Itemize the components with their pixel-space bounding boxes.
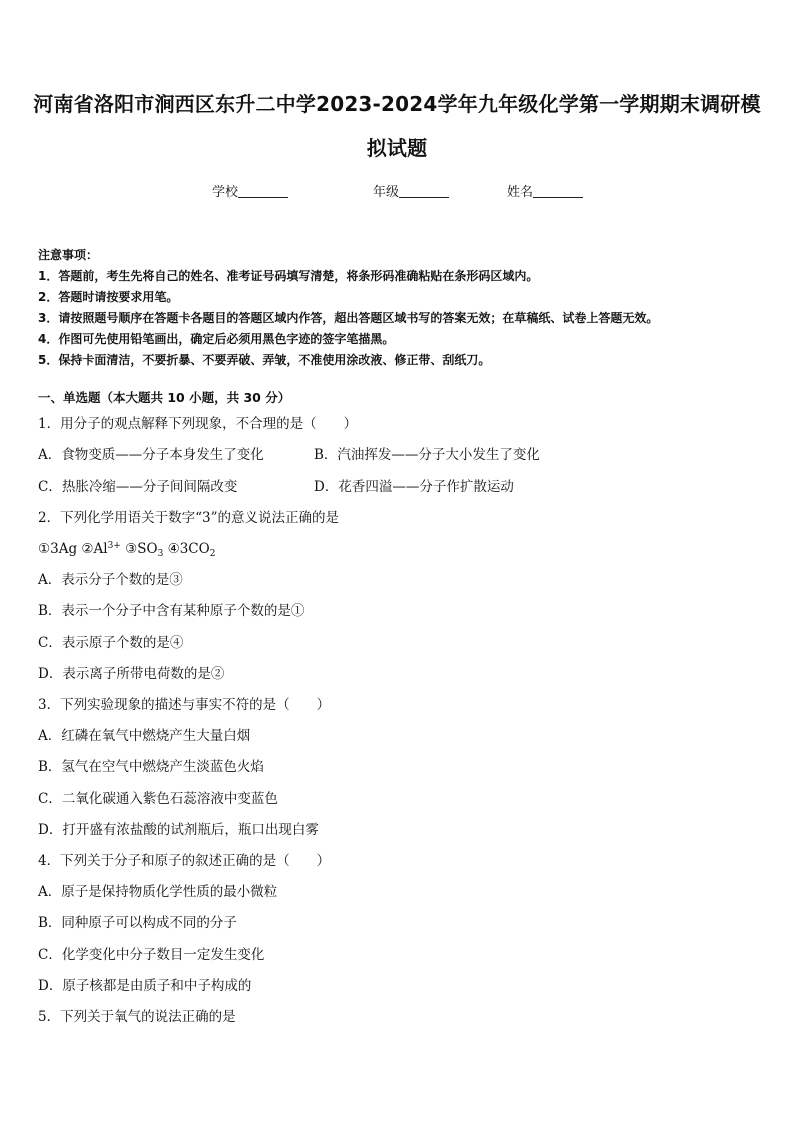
option-d[interactable]: D．打开盛有浓盐酸的试剂瓶后，瓶口出现白雾 xyxy=(38,822,319,838)
question-3-stem: 3．下列实验现象的描述与事实不符的是（ ） xyxy=(38,697,331,713)
option-c[interactable]: C．表示原子个数的是④ xyxy=(38,635,184,651)
formula-4: $④3CO_2$ xyxy=(167,541,216,559)
grade-label: 年级 xyxy=(373,185,400,200)
question-2-formulas xyxy=(38,539,215,559)
question-1-stem: 1．用分子的观点解释下列现象，不合理的是（ ） xyxy=(38,416,358,432)
question-1-options-row-2 xyxy=(38,477,514,497)
school-label: 学校 xyxy=(212,185,239,200)
option-d[interactable]: D．原子核都是由质子和中子构成的 xyxy=(38,978,252,994)
option-b[interactable]: B．表示一个分子中含有某种原子个数的是① xyxy=(38,603,305,619)
section-heading: 一、单选题（本大题共 10 小题，共 30 分） xyxy=(38,390,291,405)
option-b[interactable]: B．同种原子可以构成不同的分子 xyxy=(38,915,237,931)
formula-3: $③SO_3$ xyxy=(125,541,164,559)
school-field[interactable] xyxy=(212,181,288,200)
notice-item: 5．保持卡面清洁，不要折暴、不要弄破、弄皱，不准使用涂改液、修正带、刮纸刀。 xyxy=(38,353,491,367)
question-5-stem: 5．下列关于氧气的说法正确的是 xyxy=(38,1009,236,1025)
notice-item: 4．作图可先使用铅笔画出，确定后必须用黑色字迹的签字笔描黑。 xyxy=(38,332,395,346)
school-blank[interactable] xyxy=(238,183,288,198)
option-c[interactable]: C．化学变化中分子数目一定发生变化 xyxy=(38,947,265,963)
option-a[interactable]: A．原子是保持物质化学性质的最小微粒 xyxy=(38,884,278,900)
question-4-stem: 4．下列关于分子和原子的叙述正确的是（ ） xyxy=(38,853,331,869)
name-field[interactable] xyxy=(507,181,583,200)
option-c[interactable]: C．二氧化碳通入紫色石蕊溶液中变蓝色 xyxy=(38,791,278,807)
formula-2: $②Al^{3+}$ xyxy=(81,541,121,557)
option-d[interactable]: D．表示离子所带电荷数的是② xyxy=(38,666,225,682)
grade-blank[interactable] xyxy=(399,183,449,198)
question-1-options-row-1 xyxy=(38,445,540,465)
option-a[interactable]: A．红磷在氧气中燃烧产生大量白烟 xyxy=(38,728,251,744)
notice-item: 1．答题前，考生先将自己的姓名、准考证号码填写清楚，将条形码准确粘贴在条形码区域内。 xyxy=(38,269,539,283)
option-a[interactable]: A．表示分子个数的是③ xyxy=(38,572,183,588)
name-label: 姓名 xyxy=(507,185,534,200)
option-c[interactable]: C．热胀冷缩——分子间间隔改变 xyxy=(38,479,238,495)
notice-block xyxy=(38,245,768,371)
page-title: 河南省洛阳市涧西区东升二中学2023-2024学年九年级化学第一学期期末调研模拟试题 xyxy=(33,92,761,160)
grade-field[interactable] xyxy=(373,181,449,200)
formula-1: ①3Ag xyxy=(38,541,78,557)
notice-item: 3．请按照题号顺序在答题卡各题目的答题区域内作答，超出答题区域书写的答案无效；在草稿纸、试卷上答题无效。 xyxy=(38,311,659,325)
option-a[interactable]: A．食物变质——分子本身发生了变化 xyxy=(38,447,264,463)
name-blank[interactable] xyxy=(533,183,583,198)
option-b[interactable]: B．汽油挥发——分子大小发生了变化 xyxy=(314,447,540,463)
question-2-stem: 2．下列化学用语关于数字“3”的意义说法正确的是 xyxy=(38,510,339,526)
option-b[interactable]: B．氢气在空气中燃烧产生淡蓝色火焰 xyxy=(38,759,264,775)
option-d[interactable]: D．花香四溢——分子作扩散运动 xyxy=(314,479,514,495)
notice-item: 2．答题时请按要求用笔。 xyxy=(38,290,179,304)
student-info-row xyxy=(0,181,794,201)
notice-heading: 注意事项： xyxy=(38,248,99,262)
